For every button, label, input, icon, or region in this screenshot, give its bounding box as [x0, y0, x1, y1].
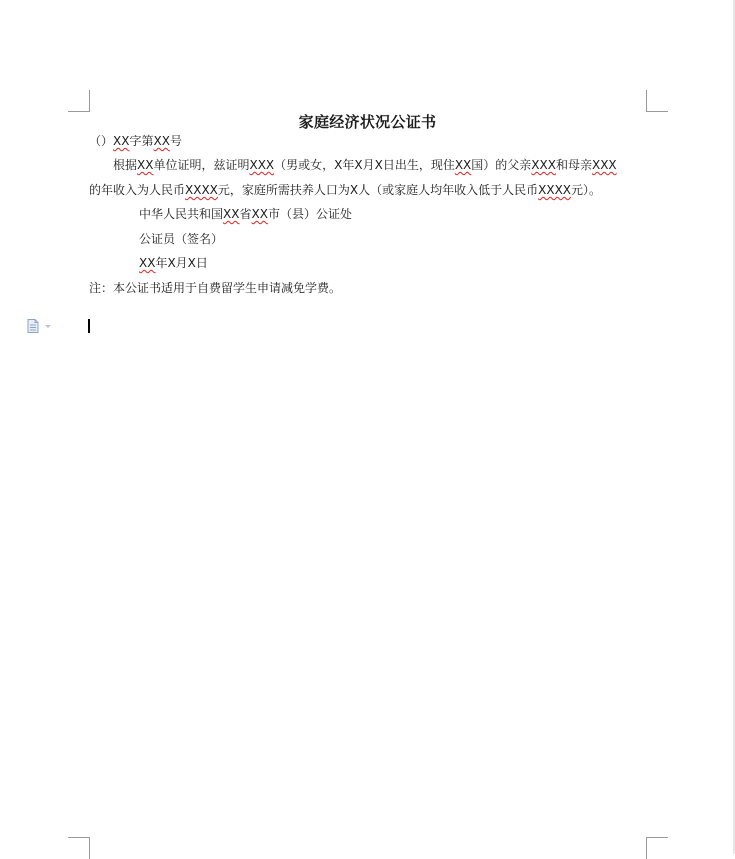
- crop-mark-top-left: [68, 90, 90, 112]
- document-icon: [27, 319, 55, 333]
- body-paragraph-line-1: [89, 157, 617, 173]
- spellcheck-flagged-text: XXX: [591, 158, 617, 172]
- text-run: 和母亲: [555, 158, 592, 172]
- body-paragraph-line-2: [89, 182, 601, 198]
- spellcheck-flagged-text: XXXX: [185, 183, 218, 197]
- spellcheck-flagged-text: XX: [454, 158, 472, 172]
- paragraph-options-button[interactable]: [27, 318, 55, 332]
- text-run: 元）。: [571, 183, 602, 197]
- document-title: 家庭经济状况公证书: [298, 113, 437, 131]
- text-run: 公证员（签名）: [139, 232, 224, 246]
- text-run: 号: [169, 134, 182, 148]
- text-run: （）: [89, 134, 114, 148]
- spellcheck-flagged-text: XXX: [531, 158, 556, 172]
- text-run: 字第: [129, 134, 154, 148]
- spellcheck-flagged-text: XX: [113, 134, 130, 148]
- spellcheck-flagged-text: XX: [251, 207, 268, 221]
- spellcheck-flagged-text: XXXX: [538, 183, 572, 197]
- crop-mark-bottom-right: [646, 837, 668, 859]
- text-run: 注：本公证书适用于自费留学生申请减免学费。: [89, 281, 342, 295]
- certificate-number-line: [89, 133, 182, 149]
- spellcheck-flagged-text: XX: [139, 256, 156, 270]
- text-cursor: [88, 319, 90, 333]
- text-run: 年X月X日: [155, 256, 208, 270]
- date-line: [89, 255, 208, 271]
- text-run: 根据: [113, 158, 138, 172]
- text-run: 元，家庭所需扶养人口为X人（或家庭人均年收入低于人民币: [217, 183, 539, 197]
- spellcheck-flagged-text: XX: [137, 158, 154, 172]
- text-run: 国）的父亲: [471, 158, 532, 172]
- chevron-down-icon: [45, 325, 51, 328]
- spellcheck-flagged-text: XXX: [249, 158, 275, 172]
- spellcheck-flagged-text: XX: [223, 207, 240, 221]
- notary-signature-line: [89, 231, 223, 247]
- text-run: 中华人民共和国: [139, 207, 224, 221]
- text-run: 的年收入为人民币: [89, 183, 186, 197]
- crop-mark-bottom-left: [68, 837, 90, 859]
- text-run: 单位证明，兹证明: [153, 158, 250, 172]
- note-line: [89, 280, 341, 296]
- crop-mark-top-right: [646, 90, 668, 112]
- text-run: 市（县）公证处: [267, 207, 352, 221]
- text-run: 省: [239, 207, 252, 221]
- text-run: （男或女，X年X月X日出生，现住: [274, 158, 455, 172]
- spellcheck-flagged-text: XX: [153, 134, 170, 148]
- notary-office-line: [89, 206, 352, 222]
